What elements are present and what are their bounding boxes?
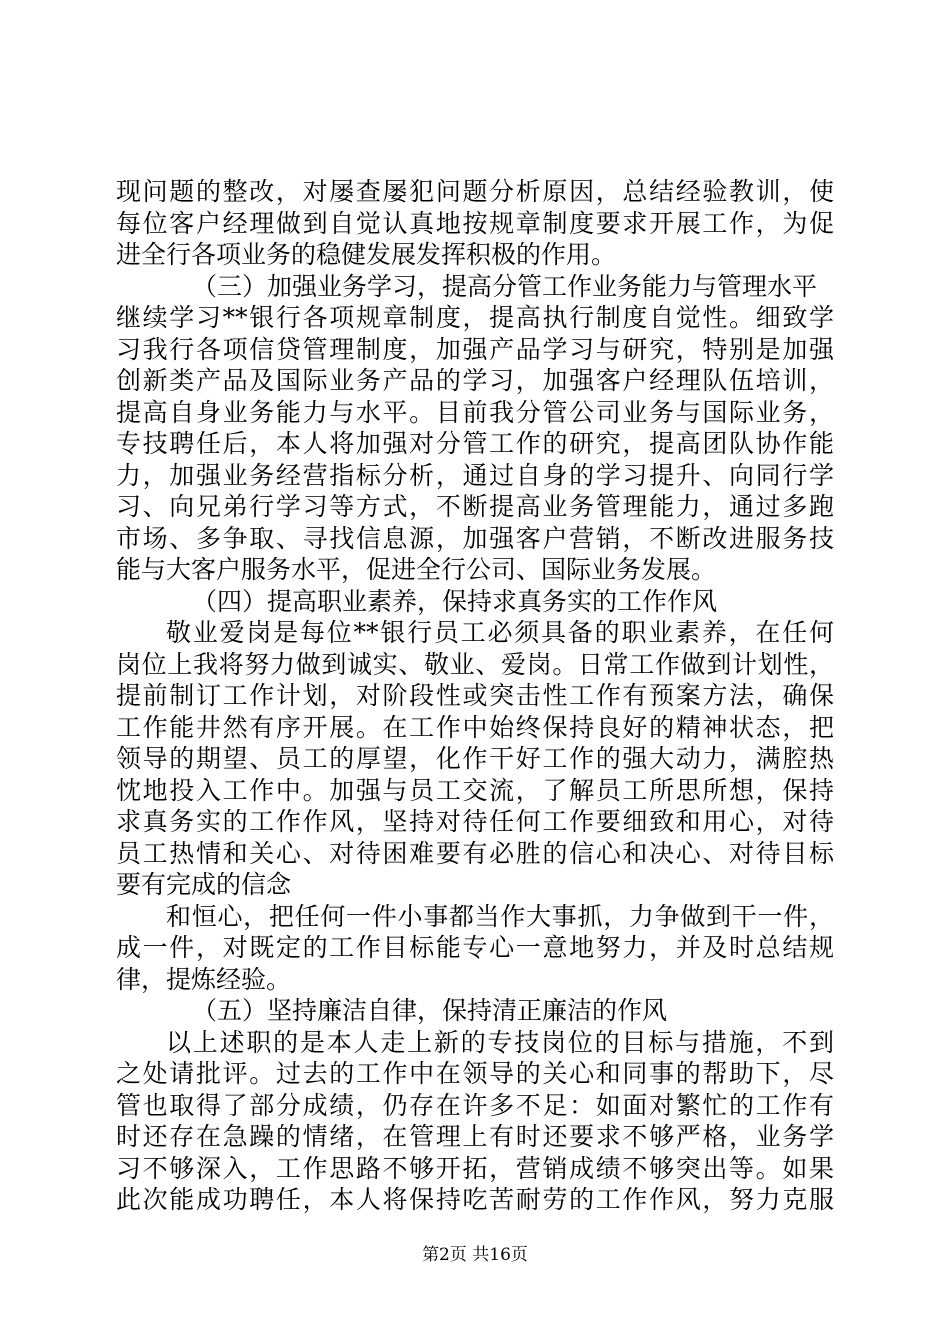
text-line: 每位客户经理做到自觉认真地按规章制度要求开展工作，为促	[116, 208, 834, 238]
text-line: 忱地投入工作中。加强与员工交流，了解员工所思所想，保持	[116, 775, 834, 805]
text-line: 律，提炼经验。	[116, 964, 292, 994]
text-line: 管也取得了部分成绩，仍存在许多不足：如面对繁忙的工作有	[116, 1090, 834, 1120]
text-line: 提前制订工作计划，对阶段性或突击性工作有预案方法，确保	[116, 681, 834, 710]
text-line: 进全行各项业务的稳健发展发挥积极的作用。	[116, 240, 617, 269]
text-line: 能与大客户服务水平，促进全行公司、国际业务发展。	[116, 555, 717, 584]
text-line: 岗位上我将努力做到诚实、敬业、爱岗。日常工作做到计划性，	[116, 649, 834, 679]
page-number-footer: 第2页 共16页	[422, 1245, 528, 1265]
text-line: 习、向兄弟行学习等方式，不断提高业务管理能力，通过多跑	[116, 492, 834, 521]
text-line: 此次能成功聘任，本人将保持吃苦耐劳的工作作风，努力克服	[116, 1185, 834, 1214]
text-line: 创新类产品及国际业务产品的学习，加强客户经理队伍培训，	[116, 366, 834, 395]
text-line: 习我行各项信贷管理制度，加强产品学习与研究，特别是加强	[116, 334, 834, 364]
text-line: 时还存在急躁的情绪，在管理上有时还要求不够严格，业务学	[116, 1122, 834, 1151]
text-line: （三）加强业务学习，提高分管工作业务能力与管理水平	[192, 271, 818, 301]
text-line: 提高自身业务能力与水平。目前我分管公司业务与国际业务，	[116, 397, 834, 427]
text-line: （四）提高职业素养，保持求真务实的工作作风	[192, 586, 718, 616]
text-line: 之处请批评。过去的工作中在领导的关心和同事的帮助下，尽	[116, 1059, 834, 1088]
text-line: 力，加强业务经营指标分析，通过自身的学习提升、向同行学	[116, 460, 834, 490]
text-line: 专技聘任后，本人将加强对分管工作的研究，提高团队协作能	[116, 429, 834, 458]
text-line: 求真务实的工作作风，坚持对待任何工作要细致和用心，对待	[116, 807, 834, 836]
text-line: 和恒心，把任何一件小事都当作大事抓，力争做到干一件，	[166, 901, 834, 931]
text-line: 领导的期望、员工的厚望，化作干好工作的强大动力，满腔热	[116, 744, 834, 773]
text-line: （五）坚持廉洁自律，保持清正廉洁的作风	[192, 996, 668, 1025]
text-line: 成一件，对既定的工作目标能专心一意地努力，并及时总结规	[116, 933, 834, 962]
text-line: 现问题的整改，对屡查屡犯问题分析原因，总结经验教训，使	[116, 177, 834, 206]
text-line: 工作能井然有序开展。在工作中始终保持良好的精神状态，把	[116, 712, 834, 742]
document-body	[116, 176, 834, 1216]
text-line: 习不够深入，工作思路不够开拓，营销成绩不够突出等。如果	[116, 1153, 834, 1183]
text-line: 以上述职的是本人走上新的专技岗位的目标与措施，不到	[166, 1027, 834, 1057]
text-line: 要有完成的信念	[116, 870, 292, 899]
text-line: 敬业爱岗是每位**银行员工必须具备的职业素养，在任何	[166, 618, 834, 647]
text-line: 市场、多争取、寻找信息源，加强客户营销，不断改进服务技	[116, 523, 834, 553]
text-line: 员工热情和关心、对待困难要有必胜的信心和决心、对待目标	[116, 838, 834, 868]
text-line: 继续学习**银行各项规章制度，提高执行制度自觉性。细致学	[116, 303, 834, 332]
